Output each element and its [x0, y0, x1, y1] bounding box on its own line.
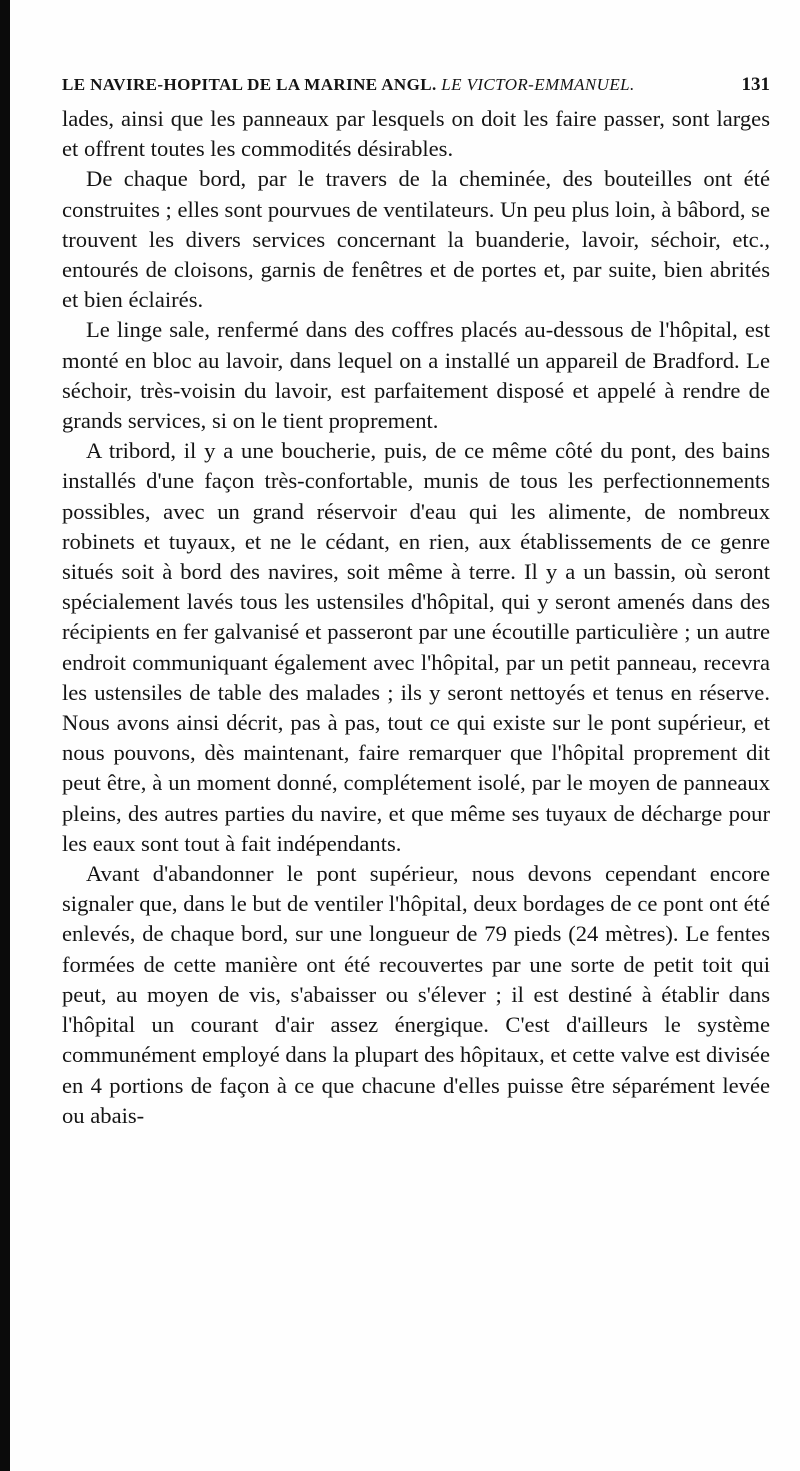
paragraph-tribord: A tribord, il y a une boucherie, puis, de ce même côté du pont, des bains installés d'une façon très-confortable, munis de tous les perfectionnements possibles, avec un grand réservoir d'eau qui les alimente, de nombreux robinets et tuyaux, et ne le cédant, en rien, aux établissements de ce genre situés soit à bord des navires, soit même à terre. Il y a un bassin, où seront spécialement lavés tous les ustensiles d'hôpital, qui y seront amenés dans des récipients en fer galvanisé et passeront par une écoutille particulière ; un autre endroit communiquant également avec l'hôpital, par un petit panneau, recevra les ustensiles de table des malades ; ils y seront nettoyés et tenus en réserve. Nous avons ainsi décrit, pas à pas, tout ce qui existe sur le pont supérieur, et nous pouvons, dès maintenant, faire remarquer que l'hôpital proprement dit peut être, à un moment donné, complétement isolé, par le moyen de panneaux pleins, des autres parties du navire, et que même ses tuyaux de décharge pour les eaux sont tout à fait indépendants.	[62, 438, 770, 856]
paragraph-ventilation: Avant d'abandonner le pont supérieur, nous devons cependant encore signaler que, dans le but de ventiler l'hôpital, deux bordages de ce pont ont été enlevés, de chaque bord, sur une longueur de 79 pieds (24 mètres). Le fentes formées de cette manière ont été recouvertes par une sorte de petit toit qui peut, au moyen de vis, s'abaisser ou s'élever ; il est destiné à établir dans l'hôpital un courant d'air assez énergique. C'est d'ailleurs le système communément employé dans la plupart des hôpitaux, et cette valve est divisée en 4 portions de façon à ce que chacune d'elles puisse être séparément levée ou abais-	[62, 861, 770, 1128]
running-title-italic: LE VICTOR-EMMANUEL.	[441, 75, 635, 94]
running-title-regular: LE NAVIRE-HOPITAL DE LA MARINE ANGL.	[62, 75, 437, 94]
running-title	[62, 75, 635, 95]
paragraph-linge-sale: Le linge sale, renfermé dans des coffres placés au-dessous de l'hôpital, est monté en bloc au lavoir, dans lequel on a installé un appareil de Bradford. Le séchoir, très-voisin du lavoir, est parfaitement disposé et appelé à rendre de grands services, si on le tient proprement.	[62, 317, 770, 434]
running-header	[62, 74, 770, 96]
page-number: 131	[741, 74, 770, 95]
scan-edge	[0, 0, 10, 1471]
paragraph-bouteilles: De chaque bord, par le travers de la cheminée, des bouteilles ont été construites ; elles sont pourvues de ventilateurs. Un peu plus loin, à bâbord, se trouvent les divers services concernant la buanderie, lavoir, séchoir, etc., entourés de cloisons, garnis de fenêtres et de portes et, par suite, bien abrités et bien éclairés.	[62, 166, 770, 313]
paragraph-continuation: lades, ainsi que les panneaux par lesquels on doit les faire passer, sont larges et offrent toutes les commodités désirables.	[62, 106, 770, 162]
body-text	[62, 104, 770, 1131]
